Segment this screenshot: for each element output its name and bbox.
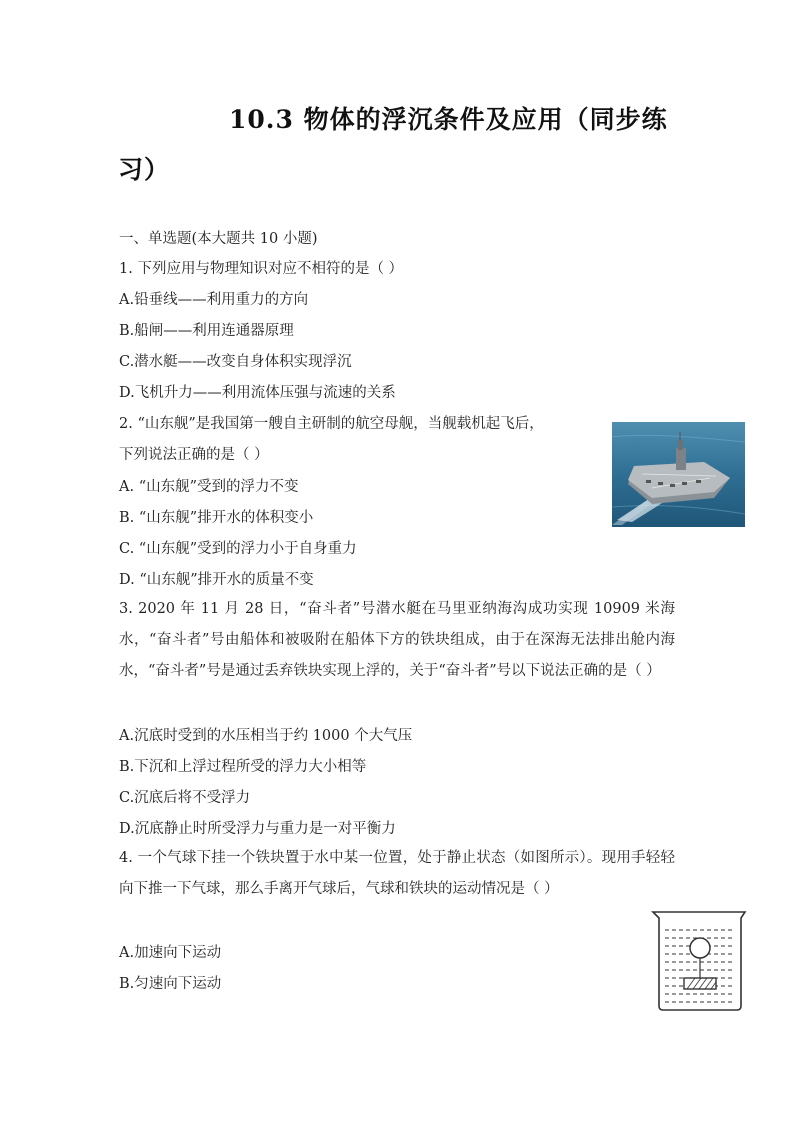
page-title-line2: 习）: [118, 155, 171, 184]
question-1-stem: 1. 下列应用与物理知识对应不相符的是（ ）: [119, 261, 404, 277]
question-1-option-a: A.铅垂线——利用重力的方向: [119, 292, 309, 308]
question-3-option-c: C.沉底后将不受浮力: [119, 790, 251, 806]
question-3-option-a: A.沉底时受到的水压相当于约 1000 个大气压: [119, 728, 413, 744]
question-3-option-d: D.沉底静止时所受浮力与重力是一对平衡力: [119, 821, 396, 837]
balloon-iron-beaker-diagram: [651, 910, 749, 1012]
question-4-option-a: A.加速向下运动: [119, 945, 222, 961]
question-2-option-a: A. “山东舰”受到的浮力不变: [119, 479, 299, 495]
question-1-option-c: C.潜水艇——改变自身体积实现浮沉: [119, 354, 352, 370]
question-2-stem-line1: 2. “山东舰”是我国第一艘自主研制的航空母舰，当舰载机起飞后，: [119, 416, 544, 432]
question-2-option-d: D. “山东舰”排开水的质量不变: [119, 572, 314, 588]
question-3-stem: 3. 2020 年 11 月 28 日，“奋斗者”号潜水艇在马里亚纳海沟成功实现 10909 米海水，“奋斗者”号由船体和被吸附在船体下方的铁块组成，由于在深海无法排出舱内海水，“奋斗者”号是通过丢弃铁块实现上浮的，关于“奋斗者”号以下说法正确的是（ ）: [119, 601, 675, 679]
question-4-stem: 4. 一个气球下挂一个铁块置于水中某一位置，处于静止状态（如图所示）。现用手轻轻向下推一下气球，那么手离开气球后，气球和铁块的运动情况是（ ）: [119, 850, 675, 897]
question-2-stem-line2: 下列说法正确的是（ ）: [119, 447, 269, 463]
question-2-option-c: C. “山东舰”受到的浮力小于自身重力: [119, 541, 357, 557]
section-heading: 一、单选题(本大题共 10 小题): [119, 231, 318, 247]
page-title-line1: 10.3 物体的浮沉条件及应用（同步练: [229, 105, 668, 134]
question-3-option-b: B.下沉和上浮过程所受的浮力大小相等: [119, 759, 367, 775]
question-4-option-b: B.匀速向下运动: [119, 976, 222, 992]
aircraft-carrier-photo: [612, 422, 745, 527]
question-1-option-b: B.船闸——利用连通器原理: [119, 323, 294, 339]
question-1-option-d: D.飞机升力——利用流体压强与流速的关系: [119, 385, 396, 401]
question-2-option-b: B. “山东舰”排开水的体积变小: [119, 510, 314, 526]
